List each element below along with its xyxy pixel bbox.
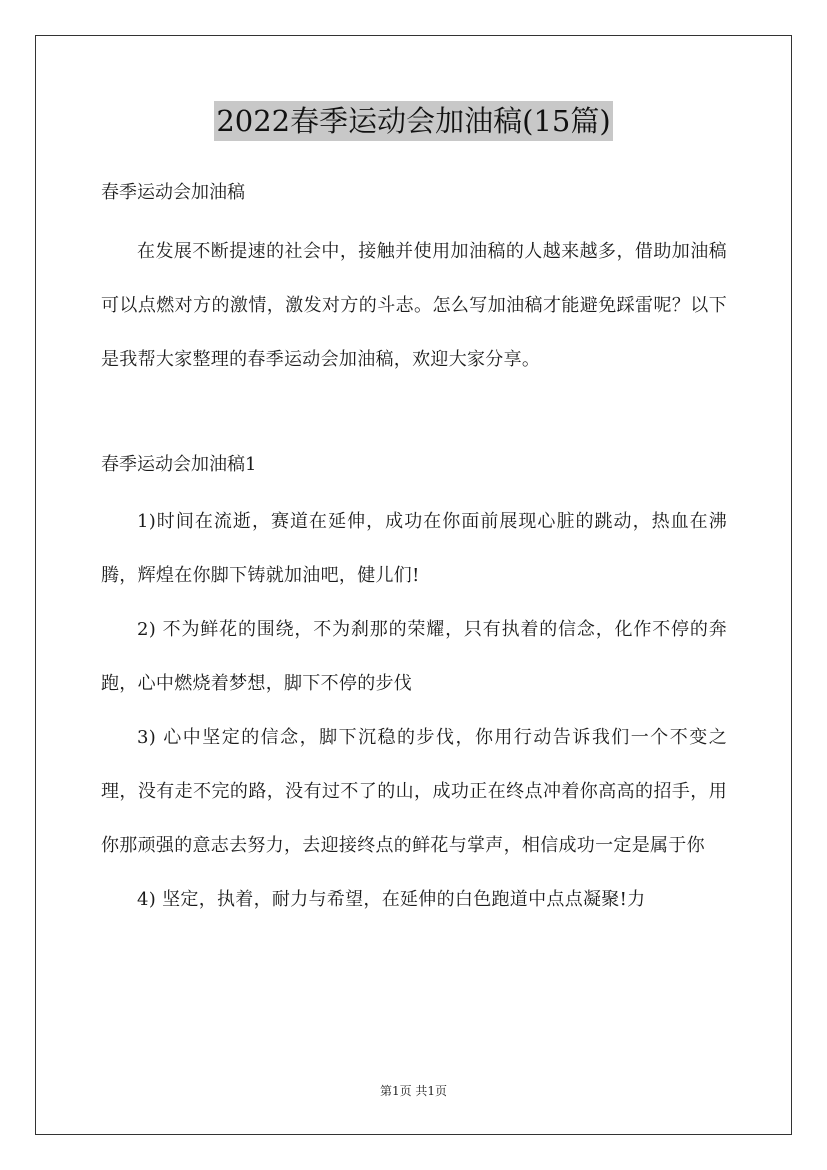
intro-heading: 春季运动会加油稿 bbox=[101, 182, 245, 203]
list-item: 2) 不为鲜花的围绕，不为刹那的荣耀，只有执着的信念，化作不停的奔跑，心中燃烧着梦想，脚下不停的步伐 bbox=[101, 619, 727, 694]
spacer bbox=[101, 481, 727, 495]
list-item: 1)时间在流逝，赛道在延伸，成功在你面前展现心脏的跳动，热血在沸腾，辉煌在你脚下铸就加油吧，健儿们! bbox=[101, 511, 727, 586]
spacer bbox=[101, 209, 727, 225]
page-footer bbox=[0, 1083, 827, 1099]
page-number: 第1页 共1页 bbox=[379, 1084, 448, 1098]
list-item: 4) 坚定，执着，耐力与希望，在延伸的白色跑道中点点凝聚!力 bbox=[137, 889, 646, 910]
document-body bbox=[101, 177, 727, 927]
document-title: 2022春季运动会加油稿(15篇) bbox=[214, 101, 612, 141]
section-heading: 春季运动会加油稿1 bbox=[101, 454, 257, 475]
spacer bbox=[101, 387, 727, 449]
intro-paragraph: 在发展不断提速的社会中，接触并使用加油稿的人越来越多，借助加油稿可以点燃对方的激情，激发对方的斗志。怎么写加油稿才能避免踩雷呢？以下是我帮大家整理的春季运动会加油稿，欢迎大家分享。 bbox=[101, 241, 727, 370]
list-item: 3) 心中坚定的信念，脚下沉稳的步伐，你用行动告诉我们一个不变之理，没有走不完的路，没有过不了的山，成功正在终点冲着你高高的招手，用你那顽强的意志去努力，去迎接终点的鲜花与掌声，相信成功一定是属于你 bbox=[101, 727, 727, 856]
title-wrap bbox=[0, 101, 827, 141]
